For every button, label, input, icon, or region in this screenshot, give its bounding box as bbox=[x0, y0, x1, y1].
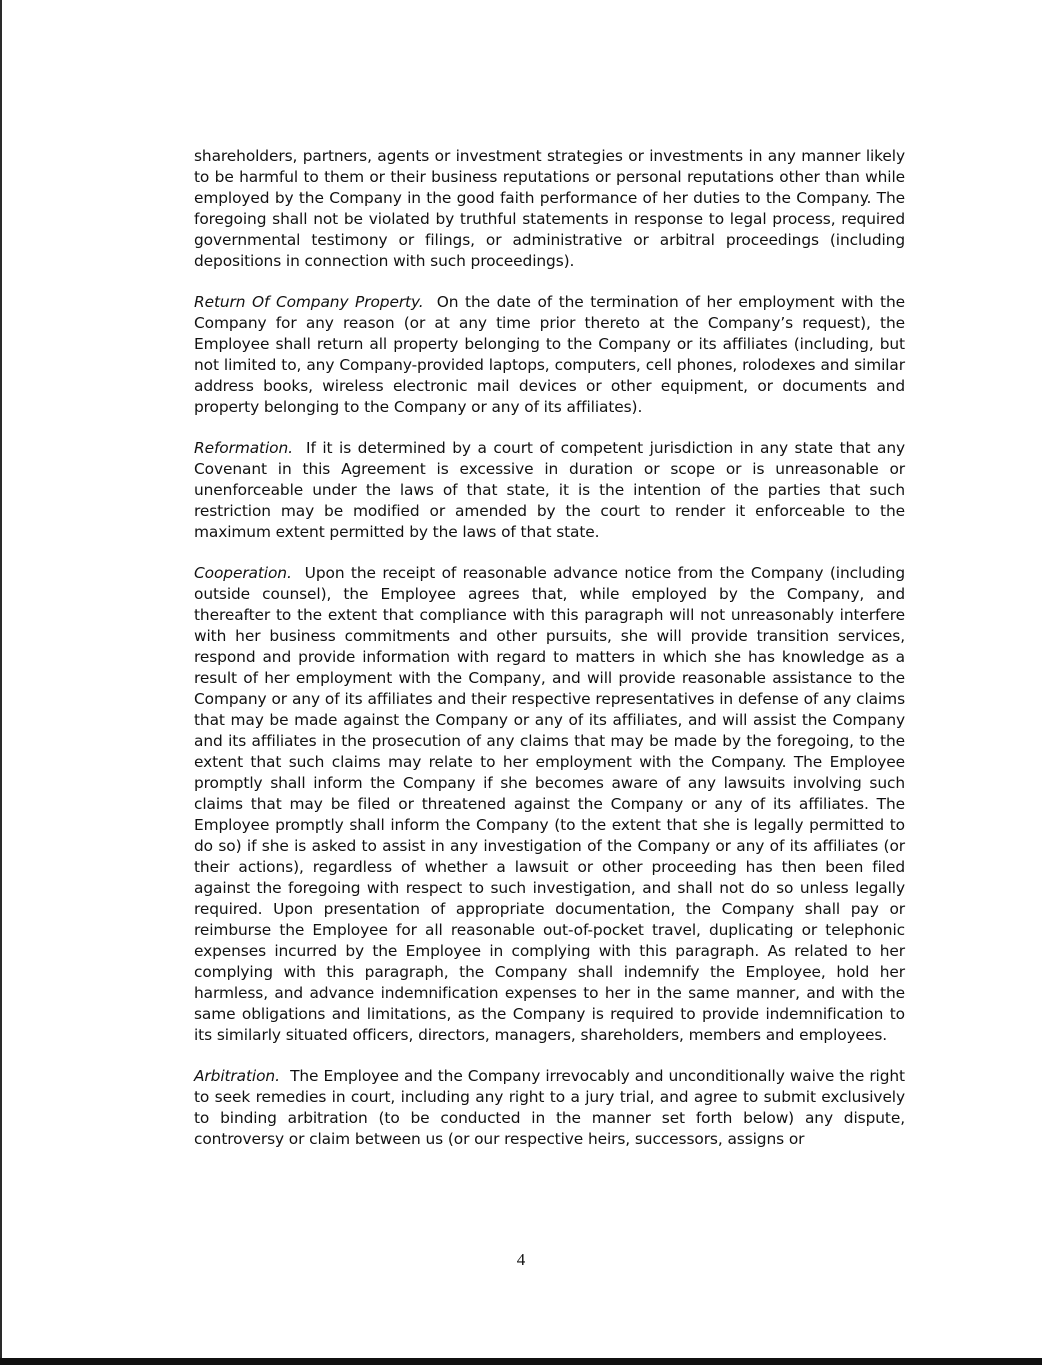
paragraph-text: If it is determined by a court of competent jurisdiction in any state that any Covenant in this Agreement is excessive in duration or scope or is unreasonable or unenforceable under the laws of that state, it is the intention of the parties that such restriction may be modified or amended by the court to render it enforceable to the maximum extent permitted by the laws of that state. bbox=[194, 439, 905, 541]
paragraph-return-of-company-property bbox=[194, 292, 905, 418]
section-heading: Return Of Company Property. bbox=[194, 293, 424, 311]
paragraph-text: Upon the receipt of reasonable advance notice from the Company (including outside counsel), the Employee agrees that, while employed by the Company, and thereafter to the extent that compliance with this paragraph will not unreasonably interfere with her business commitments and other pursuits, she will provide transition services, respond and provide information with regard to matters in which she has knowledge as a result of her employment with the Company, and will provide reasonable assistance to the Company or any of its affiliates and their respective representatives in defense of any claims that may be made against the Company or any of its affiliates, and will assist the Company and its affiliates in the prosecution of any claims that may be made by the foregoing, to the extent that such claims may relate to her employment with the Company. The Employee promptly shall inform the Company if she becomes aware of any lawsuits involving such claims that may be filed or threatened against the Company or any of its affiliates. The Employee promptly shall inform the Company (to the extent that she is legally permitted to do so) if she is asked to assist in any investigation of the Company or any of its affiliates (or their actions), regardless of whether a lawsuit or other proceeding has then been filed against the foregoing with respect to such investigation, and shall not do so unless legally required. Upon presentation of appropriate documentation, the Company shall pay or reimburse the Employee for all reasonable out-of-pocket travel, duplicating or telephonic expenses incurred by the Employee in complying with this paragraph. As related to her complying with this paragraph, the Company shall indemnify the Employee, hold her harmless, and advance indemnification expenses to her in the same manner, and with the same obligations and limitations, as the Company is required to provide indemnification to its similarly situated officers, directors, managers, shareholders, members and employees. bbox=[194, 564, 905, 1044]
page-number: 4 bbox=[516, 1250, 526, 1269]
paragraph-arbitration bbox=[194, 1066, 905, 1150]
paragraph-text: On the date of the termination of her employment with the Company for any reason (or at any time prior thereto at the Company’s request), the Employee shall return all property belonging to the Company or its affiliates (including, but not limited to, any Company-provided laptops, computers, cell phones, rolodexes and similar address books, wireless electronic mail devices or other equipment, or documents and property belonging to the Company or any of its affiliates). bbox=[194, 293, 905, 416]
paragraph-text: The Employee and the Company irrevocably and unconditionally waive the right to seek remedies in court, including any right to a jury trial, and agree to submit exclusively to binding arbitration (to be conducted in the manner set forth below) any dispute, controversy or claim between us (or our respective heirs, successors, assigns or bbox=[194, 1067, 905, 1148]
scan-bottom-edge bbox=[0, 1358, 1042, 1365]
paragraph-text: shareholders, partners, agents or investment strategies or investments in any manner likely to be harmful to them or their business reputations or personal reputations other than while employed by the Company in the good faith performance of her duties to the Company. The foregoing shall not be violated by truthful statements in response to legal process, required governmental testimony or filings, or administrative or arbitral proceedings (including depositions in connection with such proceedings). bbox=[194, 147, 905, 270]
scan-left-edge bbox=[0, 0, 2, 1365]
document-body bbox=[194, 146, 905, 1170]
section-heading: Cooperation. bbox=[194, 564, 292, 582]
section-heading: Arbitration. bbox=[194, 1067, 280, 1085]
paragraph-non-disparagement-continued bbox=[194, 146, 905, 272]
paragraph-reformation bbox=[194, 438, 905, 543]
paragraph-cooperation bbox=[194, 563, 905, 1046]
section-heading: Reformation. bbox=[194, 439, 293, 457]
